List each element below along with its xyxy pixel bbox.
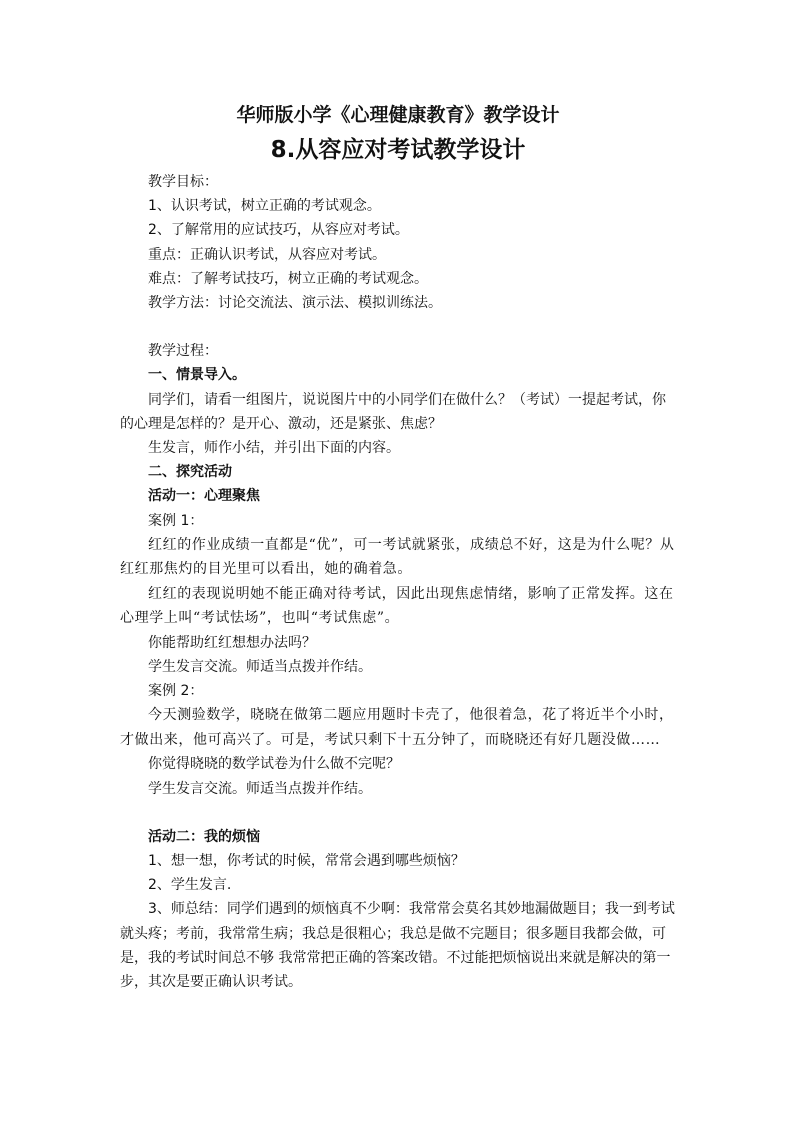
list-item: 1、想一想，你考试的时候，常常会遇到哪些烦恼？ <box>148 853 465 870</box>
question: 你能帮助红红想想办法吗？ <box>148 634 316 651</box>
process-label: 教学过程： <box>148 343 218 360</box>
case-paragraph: 今天测验数学，晓晓在做第二题应用题时卡壳了，他很着急，花了将近半个小时，才做出来，他可高兴了。可是，考试只剩下十五分钟了，而晓晓还有好几题没做…… <box>120 707 674 748</box>
goals-label: 教学目标： <box>148 174 218 190</box>
case-paragraph: 红红的作业成绩一直都是“优”，可一考试就紧张，成绩总不好，这是为什么呢？从红红那焦灼的目光里可以看出，她的确着急。 <box>120 536 675 578</box>
section-heading: 二、探究活动 <box>148 464 232 481</box>
question: 你觉得晓晓的数学试卷为什么做不完呢？ <box>148 756 400 773</box>
case-paragraph: 红红的表现说明她不能正确对待考试，因此出现焦虑情绪，影响了正常发挥。这在心理学上叫“考试怯场”，也叫“考试焦虑”。 <box>120 585 674 627</box>
answer-note: 学生发言交流。师适当点拨并作结。 <box>148 659 372 676</box>
activity-heading: 活动二：我的烦恼 <box>148 828 260 845</box>
list-item: 2、学生发言. <box>148 877 232 894</box>
case-label: 案例 2： <box>148 683 204 700</box>
case-label: 案例 1： <box>148 512 204 529</box>
document-title: 华师版小学《心理健康教育》教学设计 <box>236 104 560 126</box>
section-heading: 一、情景导入。 <box>148 367 246 384</box>
difficulty: 难点：了解考试技巧，树立正确的考试观念。 <box>148 270 428 287</box>
key-point: 重点：正确认识考试，从容应对考试。 <box>148 246 386 263</box>
spacer <box>120 315 676 339</box>
teaching-method: 教学方法：讨论交流法、演示法、模拟训练法。 <box>148 295 442 312</box>
list-item: 3、师总结：同学们遇到的烦恼真不少啊：我常常会莫名其妙地漏做题目；我一到考试就头疼；考前，我常常生病；我总是很粗心；我总是做不完题目；很多题目我都会做，可是，我的考试时间总不够 我常常把正确的答案改错。不过能把烦恼说出来就是解决的第一步，其次是要正确认识考试。 <box>120 901 675 991</box>
answer-note: 学生发言交流。师适当点拨并作结。 <box>148 780 372 797</box>
paragraph: 同学们，请看一组图片，说说图片中的小同学们在做什么？（考试）一提起考试，你的心理是怎样的？是开心、激动，还是紧张、焦虑？ <box>120 391 666 432</box>
paragraph: 生发言，师作小结，并引出下面的内容。 <box>148 440 400 457</box>
spacer <box>120 801 676 825</box>
lesson-title: 8.从容应对考试教学设计 <box>270 137 526 163</box>
goal-item: 2、了解常用的应试技巧，从容应对考试。 <box>148 222 409 239</box>
document-body <box>120 98 676 994</box>
activity-heading: 活动一：心理聚焦 <box>148 488 260 505</box>
goal-item: 1、认识考试，树立正确的考试观念。 <box>148 198 381 215</box>
